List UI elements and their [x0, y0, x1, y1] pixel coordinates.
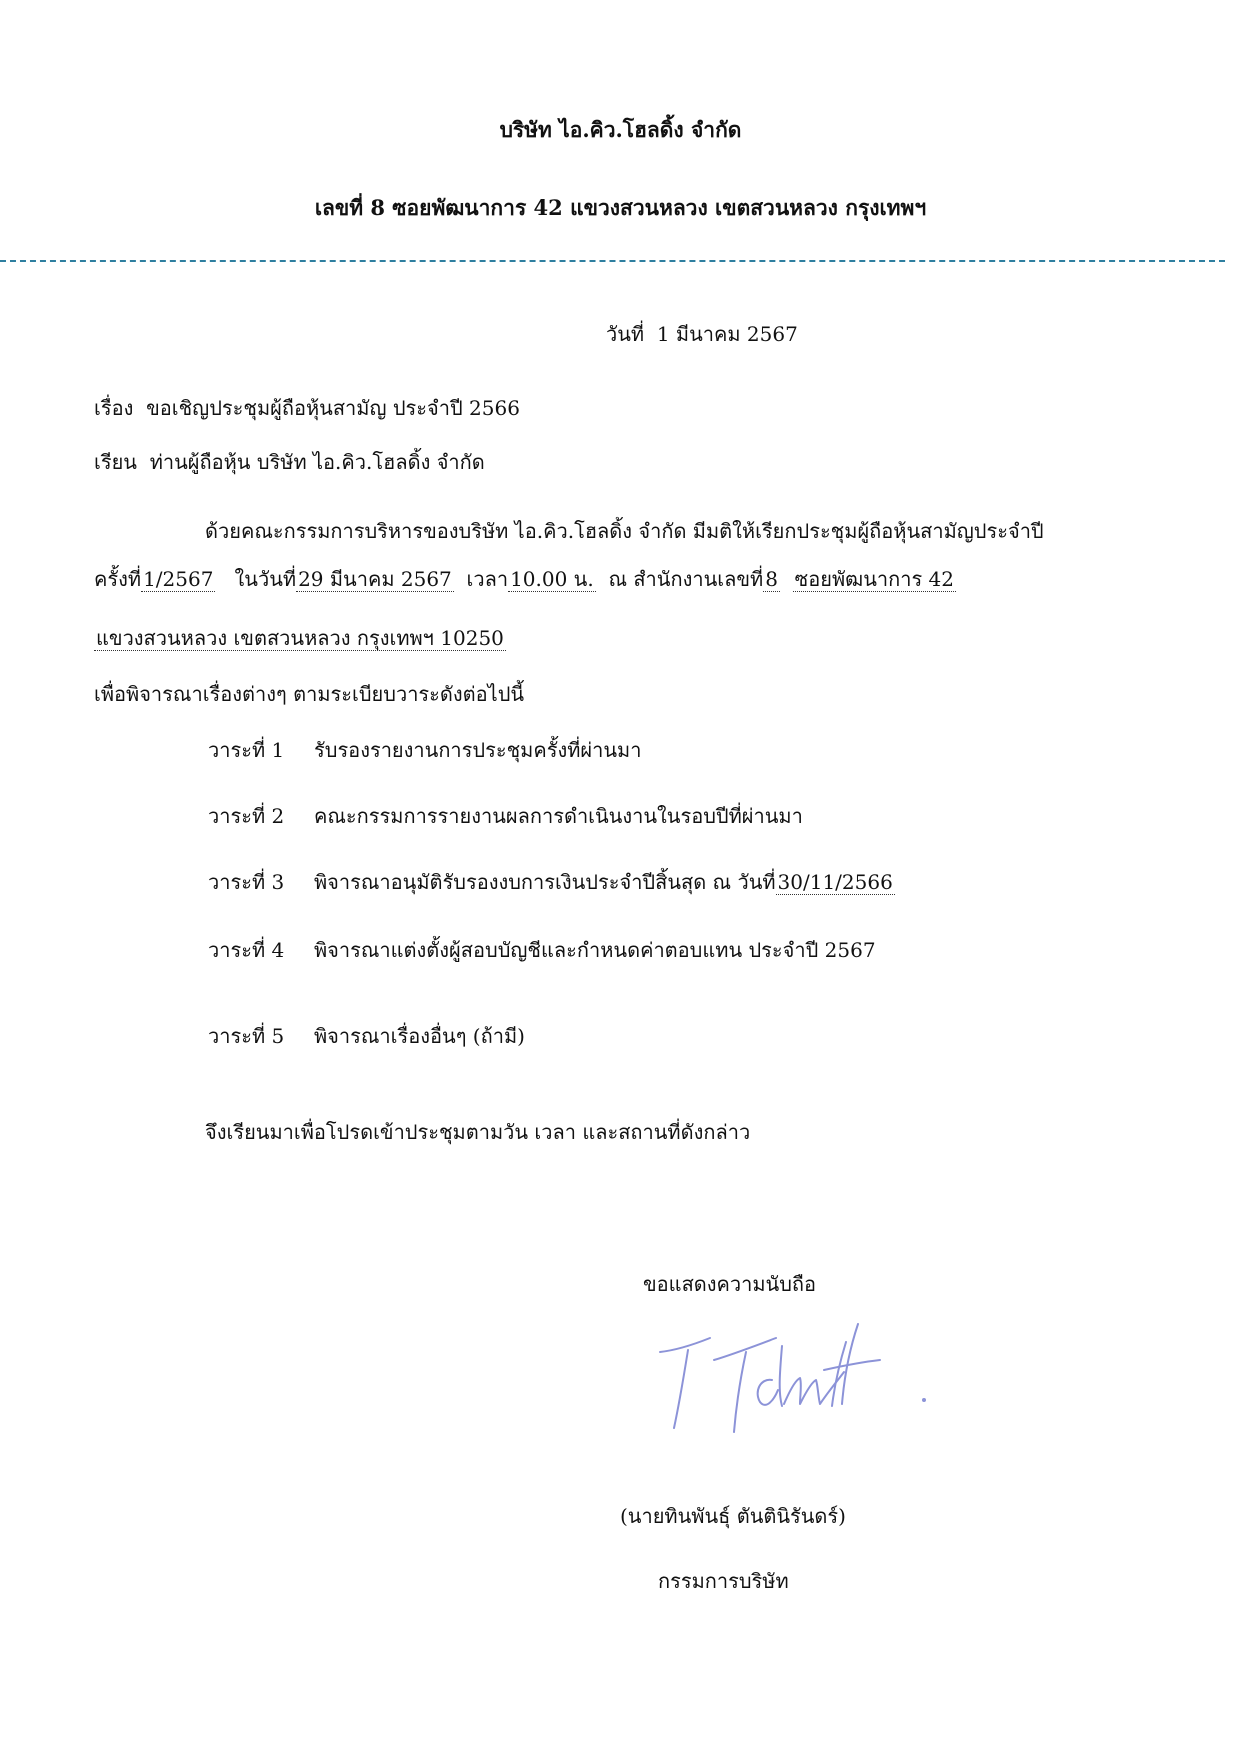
company-address: เลขที่ 8 ซอยพัฒนาการ 42 แขวงสวนหลวง เขตสวนหลวง กรุงเทพฯ: [314, 195, 927, 220]
meeting-place-label: ณ สำนักงานเลขที่: [608, 567, 764, 591]
agenda-label: วาระที่ 4: [208, 938, 285, 962]
regards-text: ขอแสดงความนับถือ: [643, 1272, 817, 1296]
agenda-date: 30/11/2566: [777, 870, 893, 894]
header-divider: [0, 260, 1225, 262]
recipient-line: [94, 446, 485, 478]
agenda-intro: เพื่อพิจารณาเรื่องต่างๆ ตามระเบียบวาระดังต่อไปนี้: [94, 682, 525, 706]
meeting-time: 10.00 น.: [510, 567, 594, 591]
meeting-place-area-line: [94, 622, 506, 654]
meeting-place-no: 8: [765, 567, 778, 591]
body-intro: ด้วยคณะกรรมการบริหารของบริษัท ไอ.คิว.โฮลดิ้ง จำกัด มีมติให้เรียกประชุมผู้ถือหุ้นสามัญประจำปี: [205, 519, 1044, 543]
meeting-date: 29 มีนาคม 2567: [298, 567, 452, 591]
agenda-text: รับรองรายงานการประชุมครั้งที่ผ่านมา: [314, 738, 642, 762]
signer-title: กรรมการบริษัท: [658, 1569, 789, 1593]
letter-date: [606, 318, 798, 350]
recipient-text: ท่านผู้ถือหุ้น บริษัท ไอ.คิว.โฮลดิ้ง จำกัด: [149, 450, 485, 474]
meeting-no-label: ครั้งที่: [94, 567, 142, 591]
agenda-label: วาระที่ 5: [208, 1024, 285, 1048]
agenda-text: พิจารณาเรื่องอื่นๆ (ถ้ามี): [314, 1024, 525, 1048]
meeting-date-label: ในวันที่: [234, 567, 297, 591]
agenda-item-3: [208, 866, 895, 898]
agenda-item-4: [208, 934, 876, 966]
closing-text: จึงเรียนมาเพื่อโปรดเข้าประชุมตามวัน เวลา และสถานที่ดังกล่าว: [205, 1120, 751, 1144]
date-label: วันที่: [606, 322, 645, 346]
agenda-item-1: [208, 734, 641, 766]
signer-name: (นายทินพันธุ์ ตันตินิรันดร์): [620, 1504, 846, 1528]
agenda-label: วาระที่ 2: [208, 804, 285, 828]
meeting-details: [94, 563, 956, 595]
agenda-item-2: [208, 800, 803, 832]
agenda-item-5: [208, 1020, 525, 1052]
meeting-no: 1/2567: [143, 567, 214, 591]
subject-label: เรื่อง: [94, 396, 134, 420]
meeting-time-label: เวลา: [466, 567, 509, 591]
recipient-label: เรียน: [94, 450, 137, 474]
meeting-place-area: แขวงสวนหลวง เขตสวนหลวง กรุงเทพฯ 10250: [96, 626, 504, 650]
subject-line: [94, 392, 520, 424]
date-value: 1 มีนาคม 2567: [656, 322, 798, 346]
agenda-text: พิจารณาอนุมัติรับรองงบการเงินประจำปีสิ้นสุด ณ วันที่: [314, 870, 776, 894]
agenda-label: วาระที่ 1: [208, 738, 285, 762]
subject-text: ขอเชิญประชุมผู้ถือหุ้นสามัญ ประจำปี 2566: [146, 396, 520, 420]
agenda-text: คณะกรรมการรายงานผลการดำเนินงานในรอบปีที่ผ่านมา: [314, 804, 803, 828]
handwritten-signature: [648, 1320, 948, 1440]
agenda-label: วาระที่ 3: [208, 870, 285, 894]
agenda-text: พิจารณาแต่งตั้งผู้สอบบัญชีและกำหนดค่าตอบแทน ประจำปี 2567: [314, 938, 876, 962]
meeting-place-street: ซอยพัฒนาการ 42: [794, 567, 954, 591]
company-name: บริษัท ไอ.คิว.โฮลดิ้ง จำกัด: [499, 117, 742, 142]
